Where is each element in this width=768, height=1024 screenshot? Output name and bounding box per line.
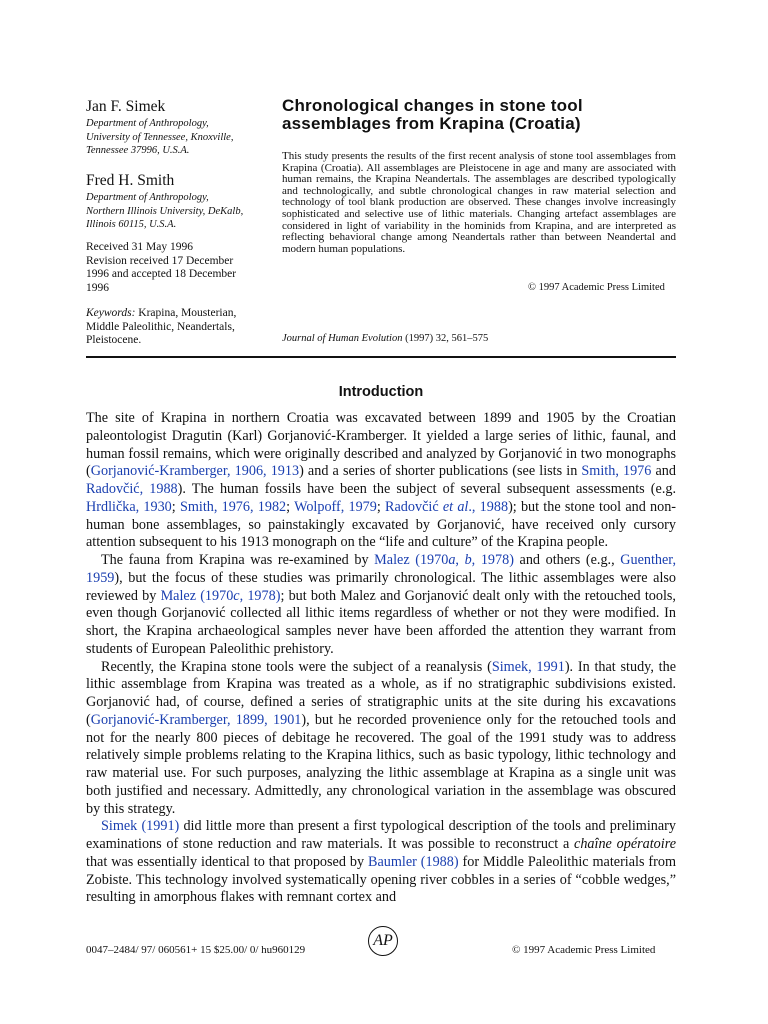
footer-copyright: © 1997 Academic Press Limited xyxy=(512,944,656,956)
citation-link[interactable]: Gorjanović-Kramberger, 1906, 1913 xyxy=(90,463,300,480)
text: for Middle Paleolithic materials from Zobiste. This technology involved systematically opening river cobbles in a series of “cobble wedges,” resulting in amorphous flakes with remnant cortex and xyxy=(86,853,676,906)
author-1-affiliation xyxy=(86,117,233,158)
section-heading: Introduction xyxy=(338,384,424,400)
author-2-affiliation-line: Northern Illinois University, DeKalb, xyxy=(86,205,244,217)
citation-text: Radovčić xyxy=(385,498,443,515)
abstract: This study presents the results of the first recent analysis of stone tool assemblages from Krapina (Croatia). All assemblages are Pleistocene in age and many are associated with human remains, the Krapina Neandertals. The assemblages are described typologically and technologically, and subtle chronological changes in raw material selection and technology of tool blank production are observed. These changes involve increasingly sophisticated and selective use of lithic materials. Changing artefact assemblages are considered in light of variability in the hominids from Krapina, and are interpreted as reflecting behavioral change among Neandertals rather than between Neandertal and modern human populations. xyxy=(282,150,676,255)
text: ; xyxy=(376,498,386,515)
citation-link[interactable]: Guenther, 1959 xyxy=(86,552,677,586)
citation-text: Malez (1970 xyxy=(374,552,449,568)
citation-text: , 1978) xyxy=(471,552,514,568)
citation-link[interactable]: Simek (1991) xyxy=(101,818,180,835)
received-line: Revision received 17 December xyxy=(86,254,234,267)
citation-link[interactable]: Wolpoff, 1979 xyxy=(294,498,377,515)
author-2-affiliation-line: Department of Anthropology, xyxy=(86,192,209,203)
citation-link[interactable]: Hrdlička, 1930 xyxy=(86,498,172,515)
received-line: 1996 xyxy=(86,281,109,294)
text: ) and a series of shorter publications (see lists in xyxy=(299,463,582,480)
text: ; but both Malez and Gorjanović dealt only with the retouched tools, even though Gorjanović collected all lithic items regardless of whether or not they were modified. In short, the Krapina archaeological samples never have been afforded the attention they warrant from students of European Paleolithic prehistory. xyxy=(86,587,676,657)
author-2-affiliation xyxy=(86,191,243,232)
text: The site of Krapina in northern Croatia was excavated between 1899 and 1905 by the Croatian paleontologist Dragutin (Karl) Gorjanović-Kramberger. It yielded a large series of lithic, faunal, and human fossil remains, which were originally described and analyzed by Gorjanović in two monographs ( xyxy=(86,410,676,480)
author-2-affiliation-line: Illinois 60115, U.S.A. xyxy=(86,219,177,230)
text: Recently, the Krapina stone tools were the subject of a reanalysis ( xyxy=(101,658,492,675)
author-1-affiliation-line: Department of Anthropology, xyxy=(86,118,209,129)
author-1-name: Jan F. Simek xyxy=(86,98,166,115)
keywords-line: Krapina, Mousterian, xyxy=(135,307,237,319)
citation-link[interactable]: Baumler (1988) xyxy=(367,853,459,870)
citation-text: a xyxy=(448,552,456,568)
journal-name: Journal of Human Evolution xyxy=(282,333,403,344)
text: ). In that study, the lithic assemblage from Krapina was treated as a whole, as if no stratigraphic subdivisions existed. Gorjanović had, of course, defined a series of stratigraphic units at the site during his excavations ( xyxy=(86,658,676,728)
italic-term: chaîne opératoire xyxy=(574,836,676,852)
paragraph xyxy=(86,552,676,659)
text: ), but he recorded provenience only for the retouched tools and not for the nearly 800 pieces of debitage he recovered. The goal of the 1991 study was to address relatively simple problems relating to the Krapina lithics, such as basic typology, lithic technology and raw material use. For such purposes, analyzing the lithic assemblage at Krapina as a single unit was both justified and necessary. Admittedly, any chronological variation in the assemblage was obscured by this strategy. xyxy=(86,711,676,817)
citation-text: ., 1988 xyxy=(468,498,509,515)
citation-text: b xyxy=(464,552,472,568)
journal-volume-pages: (1997) 32, 561–575 xyxy=(402,333,489,344)
journal-reference xyxy=(282,333,488,344)
text: did little more than present a first typological description of the tools and preliminary examinations of stone reduction and raw materials. It was possible to reconstruct a xyxy=(86,818,676,852)
text: ; xyxy=(171,498,180,515)
received-line: 1996 and accepted 18 December xyxy=(86,268,237,280)
publisher-logo: AP xyxy=(368,926,398,956)
citation-text: Malez (1970 xyxy=(160,587,234,604)
text: The fauna from Krapina was re-examined by xyxy=(101,552,375,568)
citation-link[interactable]: Radovčić, 1988 xyxy=(86,481,178,497)
citation-text: , xyxy=(455,552,465,568)
paragraph xyxy=(86,818,676,907)
author-1-affiliation-line: Tennessee 37996, U.S.A. xyxy=(86,145,190,156)
article-title-line: Chronological changes in stone tool xyxy=(282,96,583,115)
received-line: Received 31 May 1996 xyxy=(86,241,193,253)
text: and xyxy=(651,463,676,480)
author-1-affiliation-line: University of Tennessee, Knoxville, xyxy=(86,131,234,143)
citation-link[interactable] xyxy=(374,552,514,568)
body-text xyxy=(86,410,676,907)
citation-text: et al xyxy=(442,498,469,515)
paragraph xyxy=(86,410,676,552)
citation-link[interactable]: Smith, 1976 xyxy=(581,463,652,480)
header-rule xyxy=(86,356,676,358)
text: ; xyxy=(286,498,295,515)
text: that was essentially identical to that proposed by xyxy=(86,853,368,870)
author-2-name: Fred H. Smith xyxy=(86,172,175,189)
keywords-label: Keywords: xyxy=(86,307,136,319)
abstract-copyright: © 1997 Academic Press Limited xyxy=(528,282,665,293)
footer-code: 0047–2484/ 97/ 060561+ 15 $25.00/ 0/ hu960129 xyxy=(86,944,306,956)
article-title-line: assemblages from Krapina (Croatia) xyxy=(282,114,581,133)
citation-link[interactable]: Smith, 1976, 1982 xyxy=(179,498,287,515)
keywords-line: Pleistocene. xyxy=(86,334,142,346)
received-dates xyxy=(86,241,236,295)
citation-link[interactable]: Gorjanović-Kramberger, 1899, 1901 xyxy=(90,711,302,728)
text: ), but the focus of these studies was primarily chronological. The lithic assemblages were also reviewed by xyxy=(86,569,676,604)
citation-link[interactable]: Simek, 1991 xyxy=(491,658,565,675)
article-title xyxy=(282,97,583,133)
text: and others (e.g., xyxy=(513,552,621,568)
citation-text: , 1978) xyxy=(239,587,281,604)
citation-text: c xyxy=(233,587,240,604)
keywords xyxy=(86,307,236,348)
citation-link[interactable] xyxy=(385,499,508,515)
text: ). The human fossils have been the subject of several subsequent assessments (e.g. xyxy=(177,481,677,497)
paragraph xyxy=(86,659,676,819)
keywords-line: Middle Paleolithic, Neandertals, xyxy=(86,320,235,333)
text: ); but the stone tool and non-human bone assemblages, so painstakingly excavated by Gorjanović, have received only cursory attention subsequent to his 1913 monograph on the “life and culture” of the Krapina people. xyxy=(86,498,677,551)
citation-link[interactable] xyxy=(161,588,281,604)
